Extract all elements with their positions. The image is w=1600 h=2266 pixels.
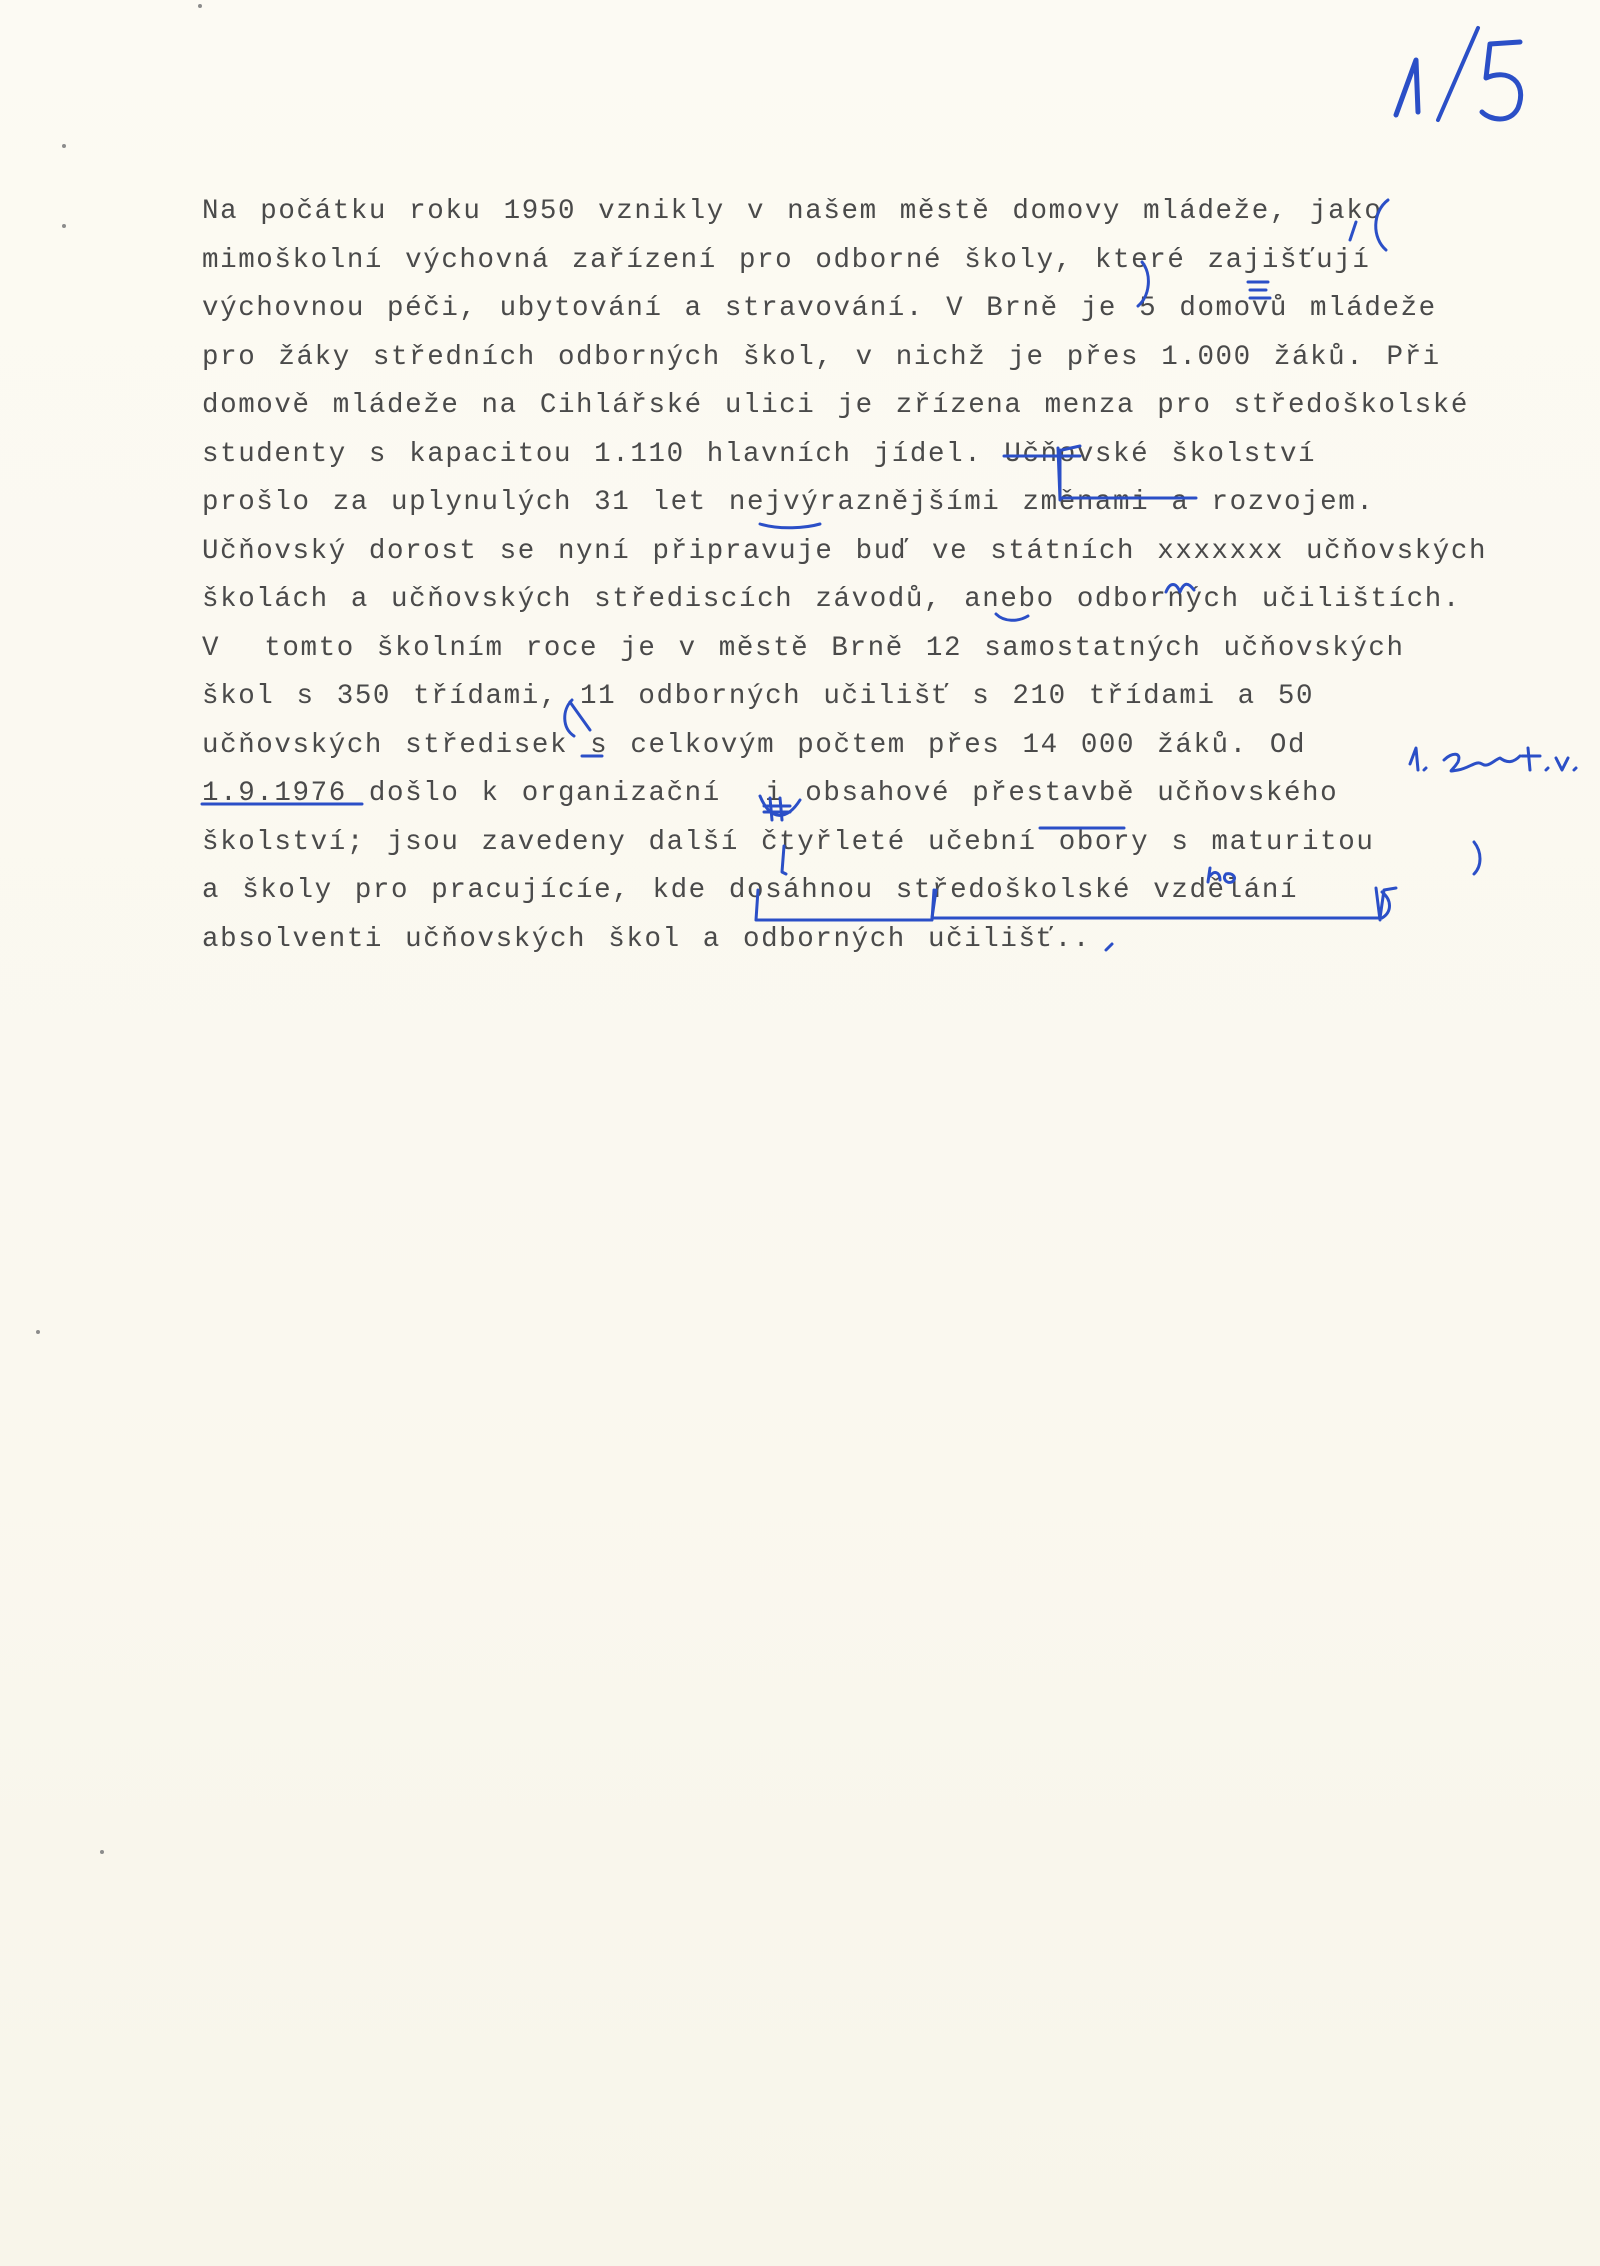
body-line: učňovských středisek s celkovým počtem přes 14 000 žáků. Od [202, 729, 1307, 761]
body-line: pro žáky středních odborných škol, v nichž je přes 1.000 žáků. Při [202, 341, 1441, 373]
body-line: výchovnou péči, ubytování a stravování. V Brně je 5 domovů mládeže [202, 293, 1437, 324]
paper-speck [36, 1330, 40, 1334]
body-line: Učňovský dorost se nyní připravuje buď ve státních xxxxxxx učňovských [202, 535, 1488, 567]
paper-speck [198, 4, 202, 8]
body-line: studenty s kapacitou 1.110 hlavních jídel. Učňovské školství [202, 438, 1317, 470]
body-line: V tomto školním roce je v městě Brně 12 samostatných učňovských [202, 632, 1405, 664]
handwritten-page-number [1378, 20, 1578, 140]
body-line: Na počátku roku 1950 vznikly v našem městě domovy mládeže, jako [202, 196, 1383, 227]
typewritten-body [202, 188, 1600, 964]
body-line: školách a učňovských střediscích závodů, anebo odborných učilištích. [202, 584, 1461, 615]
page-number-ink [1378, 20, 1578, 140]
paper-speck [62, 224, 66, 228]
body-line: a školy pro pracujícíe, kde dosáhnou středoškolské vzdělání [202, 875, 1299, 906]
body-line: mimoškolní výchovná zařízení pro odborné školy, které zajišťují [202, 244, 1371, 276]
body-line: domově mládeže na Cihlářské ulici je zřízena menza pro středoškolské [202, 390, 1469, 421]
paper-speck [100, 1850, 104, 1854]
body-line: škol s 350 třídami, 11 odborných učilišť s 210 třídami a 50 [202, 681, 1315, 712]
paper-speck [62, 144, 66, 148]
body-line: 1.9.1976 došlo k organizační i obsahové přestavbě učňovského [202, 778, 1339, 809]
body-line: školství; jsou zavedeny další čtyřleté učební obory s maturitou [202, 826, 1375, 858]
body-line: prošlo za uplynulých 31 let nejvýraznějšími změnami a rozvojem. [202, 487, 1375, 518]
body-line: absolventi učňovských škol a odborných učilišť.. [202, 923, 1091, 955]
